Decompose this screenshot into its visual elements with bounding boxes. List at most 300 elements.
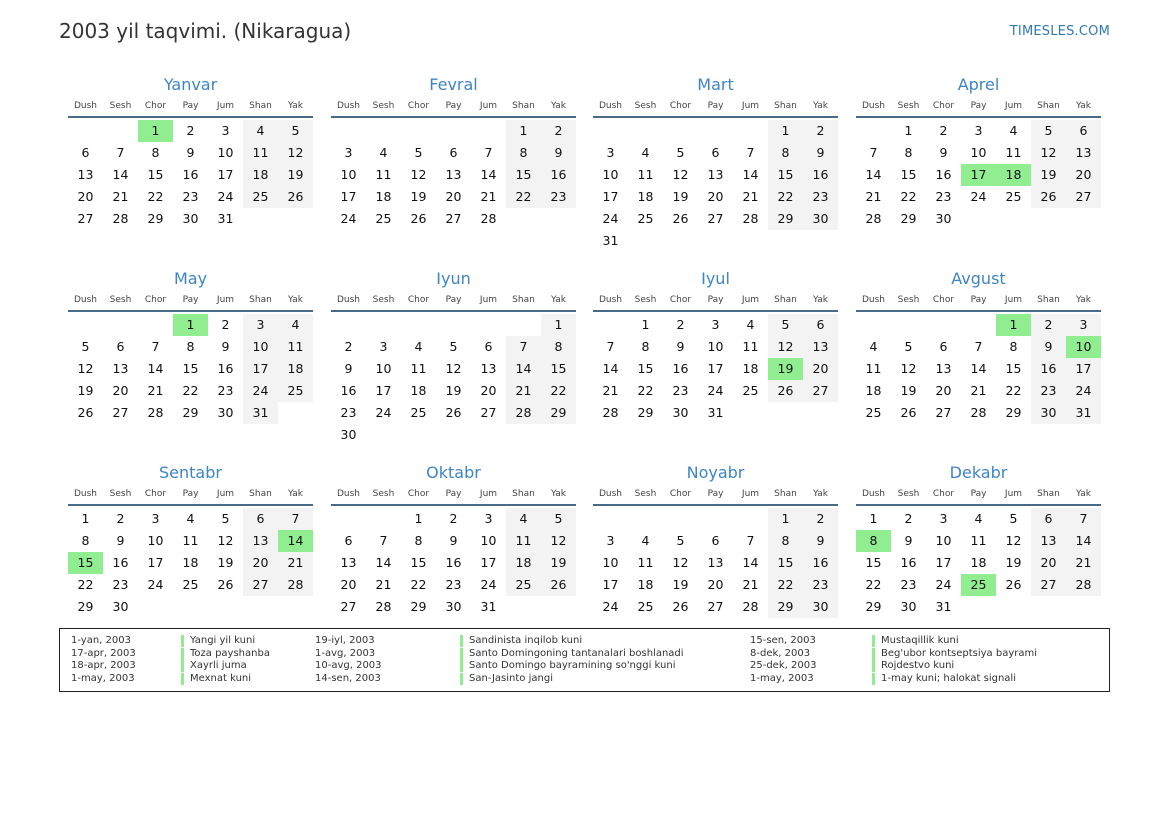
day-cell[interactable]: 3 [1066,314,1101,336]
day-cell[interactable]: 14 [742,555,759,570]
day-cell[interactable]: 2 [116,511,125,526]
day-cell[interactable]: 26 [410,211,427,226]
day-cell[interactable]: 21 [278,552,313,574]
day-cell[interactable]: 10 [480,533,497,548]
day-cell[interactable]: 14 [278,530,313,552]
day-cell[interactable]: 20 [707,577,724,592]
day-cell[interactable]: 24 [243,380,278,402]
day-cell[interactable]: 29 [410,599,427,614]
day-cell[interactable]: 13 [803,336,838,358]
day-cell[interactable]: 5 [676,533,685,548]
day-cell[interactable]: 25 [243,186,278,208]
day-cell[interactable]: 4 [1009,123,1018,138]
day-cell[interactable]: 29 [768,208,803,230]
day-cell[interactable]: 22 [768,186,803,208]
day-cell[interactable]: 27 [243,574,278,596]
day-cell[interactable]: 21 [602,383,619,398]
day-cell[interactable]: 11 [637,555,654,570]
day-cell[interactable]: 20 [707,189,724,204]
day-cell[interactable]: 9 [221,339,230,354]
day-cell[interactable]: 14 [970,361,987,376]
day-cell[interactable]: 15 [506,164,541,186]
day-cell[interactable]: 2 [1031,314,1066,336]
day-cell[interactable]: 20 [480,383,497,398]
day-cell[interactable]: 4 [186,511,195,526]
day-cell[interactable]: 27 [803,380,838,402]
day-cell[interactable]: 10 [602,167,619,182]
day-cell[interactable]: 16 [803,164,838,186]
day-cell[interactable]: 10 [340,167,357,182]
day-cell[interactable]: 21 [112,189,129,204]
day-cell[interactable]: 7 [746,533,755,548]
day-cell[interactable]: 5 [278,120,313,142]
day-cell[interactable]: 18 [410,383,427,398]
day-cell[interactable]: 27 [480,405,497,420]
day-cell[interactable]: 14 [602,361,619,376]
day-cell[interactable]: 22 [182,383,199,398]
day-cell[interactable]: 24 [935,577,952,592]
day-cell[interactable]: 9 [676,339,685,354]
day-cell[interactable]: 17 [217,167,234,182]
day-cell[interactable]: 21 [970,383,987,398]
day-cell[interactable]: 12 [672,167,689,182]
day-cell[interactable]: 8 [641,339,650,354]
day-cell[interactable]: 4 [641,533,650,548]
day-cell[interactable]: 12 [1005,533,1022,548]
day-cell[interactable]: 27 [112,405,129,420]
day-cell[interactable]: 12 [541,530,576,552]
day-cell[interactable]: 5 [1009,511,1018,526]
day-cell[interactable]: 30 [900,599,917,614]
day-cell[interactable]: 19 [541,552,576,574]
day-cell[interactable]: 14 [506,358,541,380]
day-cell[interactable]: 17 [1066,358,1101,380]
day-cell[interactable]: 25 [182,577,199,592]
day-cell[interactable]: 6 [939,339,948,354]
day-cell[interactable]: 12 [672,555,689,570]
day-cell[interactable]: 8 [186,339,195,354]
day-cell[interactable]: 17 [340,189,357,204]
day-cell[interactable]: 18 [637,189,654,204]
day-cell[interactable]: 15 [768,164,803,186]
day-cell[interactable]: 24 [480,577,497,592]
day-cell[interactable]: 16 [541,164,576,186]
day-cell[interactable]: 8 [768,530,803,552]
day-cell[interactable]: 4 [746,317,755,332]
day-cell[interactable]: 16 [935,167,952,182]
day-cell[interactable]: 21 [1066,552,1101,574]
day-cell[interactable]: 26 [672,599,689,614]
day-cell[interactable]: 5 [1031,120,1066,142]
day-cell[interactable]: 5 [768,314,803,336]
day-cell[interactable]: 13 [707,167,724,182]
day-cell[interactable]: 9 [186,145,195,160]
day-cell[interactable]: 10 [707,339,724,354]
day-cell[interactable]: 8 [506,142,541,164]
day-cell[interactable]: 26 [768,380,803,402]
day-cell[interactable]: 23 [340,405,357,420]
day-cell[interactable]: 25 [637,599,654,614]
day-cell[interactable]: 18 [182,555,199,570]
day-cell[interactable]: 5 [414,145,423,160]
day-cell[interactable]: 22 [410,577,427,592]
day-cell[interactable]: 30 [445,599,462,614]
day-cell[interactable]: 15 [147,167,164,182]
day-cell[interactable]: 11 [865,361,882,376]
day-cell[interactable]: 30 [803,596,838,618]
day-cell[interactable]: 22 [506,186,541,208]
day-cell[interactable]: 25 [506,574,541,596]
day-cell[interactable]: 6 [484,339,493,354]
day-cell[interactable]: 13 [707,555,724,570]
day-cell[interactable]: 24 [970,189,987,204]
day-cell[interactable]: 12 [445,361,462,376]
day-cell[interactable]: 29 [865,599,882,614]
day-cell[interactable]: 20 [1031,552,1066,574]
day-cell[interactable]: 14 [147,361,164,376]
day-cell[interactable]: 2 [344,339,353,354]
day-cell[interactable]: 6 [81,145,90,160]
day-cell[interactable]: 20 [803,358,838,380]
day-cell[interactable]: 29 [182,405,199,420]
day-cell[interactable]: 21 [375,577,392,592]
day-cell[interactable]: 7 [606,339,615,354]
day-cell[interactable]: 3 [939,511,948,526]
day-cell[interactable]: 1 [541,314,576,336]
day-cell[interactable]: 26 [77,405,94,420]
day-cell[interactable]: 1 [904,123,913,138]
day-cell[interactable]: 6 [1031,508,1066,530]
day-cell[interactable]: 4 [506,508,541,530]
day-cell[interactable]: 15 [865,555,882,570]
day-cell[interactable]: 1 [768,120,803,142]
day-cell[interactable]: 4 [974,511,983,526]
day-cell[interactable]: 20 [445,189,462,204]
day-cell[interactable]: 12 [1031,142,1066,164]
day-cell[interactable]: 1 [641,317,650,332]
day-cell[interactable]: 7 [278,508,313,530]
day-cell[interactable]: 5 [221,511,230,526]
day-cell[interactable]: 14 [1066,530,1101,552]
day-cell[interactable]: 9 [803,530,838,552]
day-cell[interactable]: 2 [803,508,838,530]
day-cell[interactable]: 17 [935,555,952,570]
day-cell[interactable]: 11 [970,533,987,548]
day-cell[interactable]: 25 [865,405,882,420]
day-cell[interactable]: 9 [541,142,576,164]
day-cell[interactable]: 23 [541,186,576,208]
day-cell[interactable]: 22 [541,380,576,402]
day-cell[interactable]: 19 [77,383,94,398]
day-cell[interactable]: 23 [803,574,838,596]
day-cell[interactable]: 14 [112,167,129,182]
day-cell[interactable]: 7 [746,145,755,160]
day-cell[interactable]: 13 [340,555,357,570]
day-cell[interactable]: 29 [1005,405,1022,420]
day-cell[interactable]: 3 [221,123,230,138]
day-cell[interactable]: 19 [900,383,917,398]
day-cell[interactable]: 26 [278,186,313,208]
day-cell[interactable]: 24 [602,211,619,226]
day-cell[interactable]: 28 [480,211,497,226]
day-cell[interactable]: 30 [1031,402,1066,424]
day-cell[interactable]: 10 [375,361,392,376]
day-cell[interactable]: 30 [217,405,234,420]
day-cell[interactable]: 2 [676,317,685,332]
day-cell[interactable]: 7 [379,533,388,548]
day-cell[interactable]: 28 [970,405,987,420]
day-cell[interactable]: 16 [900,555,917,570]
day-cell[interactable]: 10 [602,555,619,570]
day-cell[interactable]: 16 [1031,358,1066,380]
day-cell[interactable]: 31 [602,233,619,248]
day-cell[interactable]: 25 [742,383,759,398]
day-cell[interactable]: 25 [278,380,313,402]
day-cell[interactable]: 10 [147,533,164,548]
day-cell[interactable]: 3 [484,511,493,526]
day-cell[interactable]: 6 [1066,120,1101,142]
day-cell[interactable]: 2 [904,511,913,526]
day-cell[interactable]: 6 [449,145,458,160]
day-cell[interactable]: 9 [1031,336,1066,358]
day-cell[interactable]: 15 [182,361,199,376]
day-cell[interactable]: 24 [602,599,619,614]
day-cell[interactable]: 30 [672,405,689,420]
day-cell[interactable]: 28 [147,405,164,420]
day-cell[interactable]: 18 [506,552,541,574]
day-cell[interactable]: 9 [939,145,948,160]
day-cell[interactable]: 26 [672,211,689,226]
day-cell[interactable]: 16 [672,361,689,376]
day-cell[interactable]: 23 [182,189,199,204]
day-cell[interactable]: 21 [147,383,164,398]
day-cell[interactable]: 27 [707,211,724,226]
day-cell[interactable]: 8 [904,145,913,160]
day-cell[interactable]: 2 [803,120,838,142]
day-cell[interactable]: 19 [1005,555,1022,570]
day-cell[interactable]: 10 [217,145,234,160]
day-cell[interactable]: 8 [81,533,90,548]
day-cell[interactable]: 4 [869,339,878,354]
day-cell[interactable]: 16 [112,555,129,570]
day-cell[interactable]: 11 [278,336,313,358]
day-cell[interactable]: 28 [375,599,392,614]
day-cell[interactable]: 15 [410,555,427,570]
day-cell[interactable]: 29 [541,402,576,424]
day-cell[interactable]: 31 [217,211,234,226]
day-cell[interactable]: 23 [445,577,462,592]
day-cell[interactable]: 11 [243,142,278,164]
day-cell[interactable]: 28 [112,211,129,226]
day-cell[interactable]: 7 [151,339,160,354]
day-cell[interactable]: 13 [243,530,278,552]
day-cell[interactable]: 24 [340,211,357,226]
day-cell[interactable]: 29 [77,599,94,614]
day-cell[interactable]: 2 [939,123,948,138]
day-cell[interactable]: 20 [340,577,357,592]
day-cell[interactable]: 3 [711,317,720,332]
day-cell[interactable]: 10 [970,145,987,160]
day-cell[interactable]: 22 [865,577,882,592]
day-cell[interactable]: 9 [449,533,458,548]
day-cell[interactable]: 5 [541,508,576,530]
day-cell[interactable]: 4 [243,120,278,142]
day-cell[interactable]: 13 [935,361,952,376]
day-cell[interactable]: 16 [445,555,462,570]
day-cell[interactable]: 20 [1066,164,1101,186]
day-cell[interactable]: 9 [904,533,913,548]
day-cell[interactable]: 18 [278,358,313,380]
day-cell[interactable]: 24 [375,405,392,420]
day-cell[interactable]: 28 [506,402,541,424]
day-cell[interactable]: 28 [742,211,759,226]
day-cell[interactable]: 14 [865,167,882,182]
day-cell[interactable]: 1 [768,508,803,530]
day-cell[interactable]: 21 [865,189,882,204]
day-cell[interactable]: 30 [112,599,129,614]
day-cell[interactable]: 7 [116,145,125,160]
day-cell[interactable]: 19 [278,164,313,186]
day-cell[interactable]: 8 [541,336,576,358]
day-cell[interactable]: 12 [278,142,313,164]
day-cell[interactable]: 12 [768,336,803,358]
day-cell[interactable]: 31 [480,599,497,614]
day-cell[interactable]: 29 [147,211,164,226]
day-cell[interactable]: 7 [484,145,493,160]
day-cell[interactable]: 11 [375,167,392,182]
day-cell[interactable]: 18 [996,164,1031,186]
day-cell[interactable]: 11 [506,530,541,552]
day-cell[interactable]: 5 [81,339,90,354]
day-cell[interactable]: 31 [707,405,724,420]
day-cell[interactable]: 28 [1066,574,1101,596]
day-cell[interactable]: 16 [217,361,234,376]
day-cell[interactable]: 3 [606,533,615,548]
day-cell[interactable]: 11 [182,533,199,548]
day-cell[interactable]: 9 [803,142,838,164]
day-cell[interactable]: 27 [1066,186,1101,208]
day-cell[interactable]: 19 [672,577,689,592]
day-cell[interactable]: 27 [935,405,952,420]
day-cell[interactable]: 23 [935,189,952,204]
day-cell[interactable]: 7 [974,339,983,354]
day-cell[interactable]: 17 [480,555,497,570]
day-cell[interactable]: 10 [243,336,278,358]
day-cell[interactable]: 8 [768,142,803,164]
day-cell[interactable]: 23 [112,577,129,592]
day-cell[interactable]: 4 [379,145,388,160]
day-cell[interactable]: 31 [243,402,278,424]
day-cell[interactable]: 16 [182,167,199,182]
day-cell[interactable]: 27 [340,599,357,614]
day-cell[interactable]: 3 [151,511,160,526]
day-cell[interactable]: 3 [344,145,353,160]
day-cell[interactable]: 22 [900,189,917,204]
day-cell[interactable]: 29 [637,405,654,420]
day-cell[interactable]: 13 [445,167,462,182]
day-cell[interactable]: 9 [344,361,353,376]
day-cell[interactable]: 4 [641,145,650,160]
day-cell[interactable]: 18 [970,555,987,570]
day-cell[interactable]: 23 [217,383,234,398]
day-cell[interactable]: 27 [445,211,462,226]
day-cell[interactable]: 17 [147,555,164,570]
day-cell[interactable]: 1 [138,120,173,142]
day-cell[interactable]: 25 [637,211,654,226]
day-cell[interactable]: 31 [935,599,952,614]
day-cell[interactable]: 12 [900,361,917,376]
day-cell[interactable]: 2 [541,120,576,142]
day-cell[interactable]: 13 [1031,530,1066,552]
day-cell[interactable]: 26 [217,577,234,592]
day-cell[interactable]: 24 [217,189,234,204]
day-cell[interactable]: 12 [77,361,94,376]
day-cell[interactable]: 26 [541,574,576,596]
day-cell[interactable]: 8 [1009,339,1018,354]
day-cell[interactable]: 25 [1005,189,1022,204]
day-cell[interactable]: 22 [768,574,803,596]
day-cell[interactable]: 27 [1031,574,1066,596]
day-cell[interactable]: 15 [68,552,103,574]
day-cell[interactable]: 26 [445,405,462,420]
day-cell[interactable]: 6 [711,533,720,548]
day-cell[interactable]: 13 [480,361,497,376]
day-cell[interactable]: 26 [1031,186,1066,208]
day-cell[interactable]: 14 [480,167,497,182]
day-cell[interactable]: 8 [151,145,160,160]
day-cell[interactable]: 29 [900,211,917,226]
day-cell[interactable]: 13 [77,167,94,182]
day-cell[interactable]: 1 [414,511,423,526]
day-cell[interactable]: 21 [506,380,541,402]
day-cell[interactable]: 20 [935,383,952,398]
day-cell[interactable]: 24 [1066,380,1101,402]
day-cell[interactable]: 3 [379,339,388,354]
day-cell[interactable]: 1 [996,314,1031,336]
day-cell[interactable]: 6 [344,533,353,548]
day-cell[interactable]: 5 [904,339,913,354]
day-cell[interactable]: 21 [480,189,497,204]
day-cell[interactable]: 25 [410,405,427,420]
day-cell[interactable]: 16 [340,383,357,398]
day-cell[interactable]: 29 [768,596,803,618]
day-cell[interactable]: 28 [278,574,313,596]
day-cell[interactable]: 22 [637,383,654,398]
day-cell[interactable]: 22 [77,577,94,592]
day-cell[interactable]: 31 [1066,402,1101,424]
day-cell[interactable]: 11 [410,361,427,376]
day-cell[interactable]: 18 [243,164,278,186]
day-cell[interactable]: 21 [742,577,759,592]
day-cell[interactable]: 9 [116,533,125,548]
day-cell[interactable]: 6 [803,314,838,336]
day-cell[interactable]: 23 [1031,380,1066,402]
day-cell[interactable]: 30 [182,211,199,226]
day-cell[interactable]: 14 [742,167,759,182]
site-link[interactable]: TIMESLES.COM [1009,24,1110,39]
day-cell[interactable]: 6 [116,339,125,354]
day-cell[interactable]: 15 [637,361,654,376]
day-cell[interactable]: 19 [672,189,689,204]
day-cell[interactable]: 23 [672,383,689,398]
day-cell[interactable]: 26 [1005,577,1022,592]
day-cell[interactable]: 30 [935,211,952,226]
day-cell[interactable]: 19 [1031,164,1066,186]
day-cell[interactable]: 15 [900,167,917,182]
day-cell[interactable]: 4 [414,339,423,354]
day-cell[interactable]: 15 [768,552,803,574]
day-cell[interactable]: 2 [449,511,458,526]
